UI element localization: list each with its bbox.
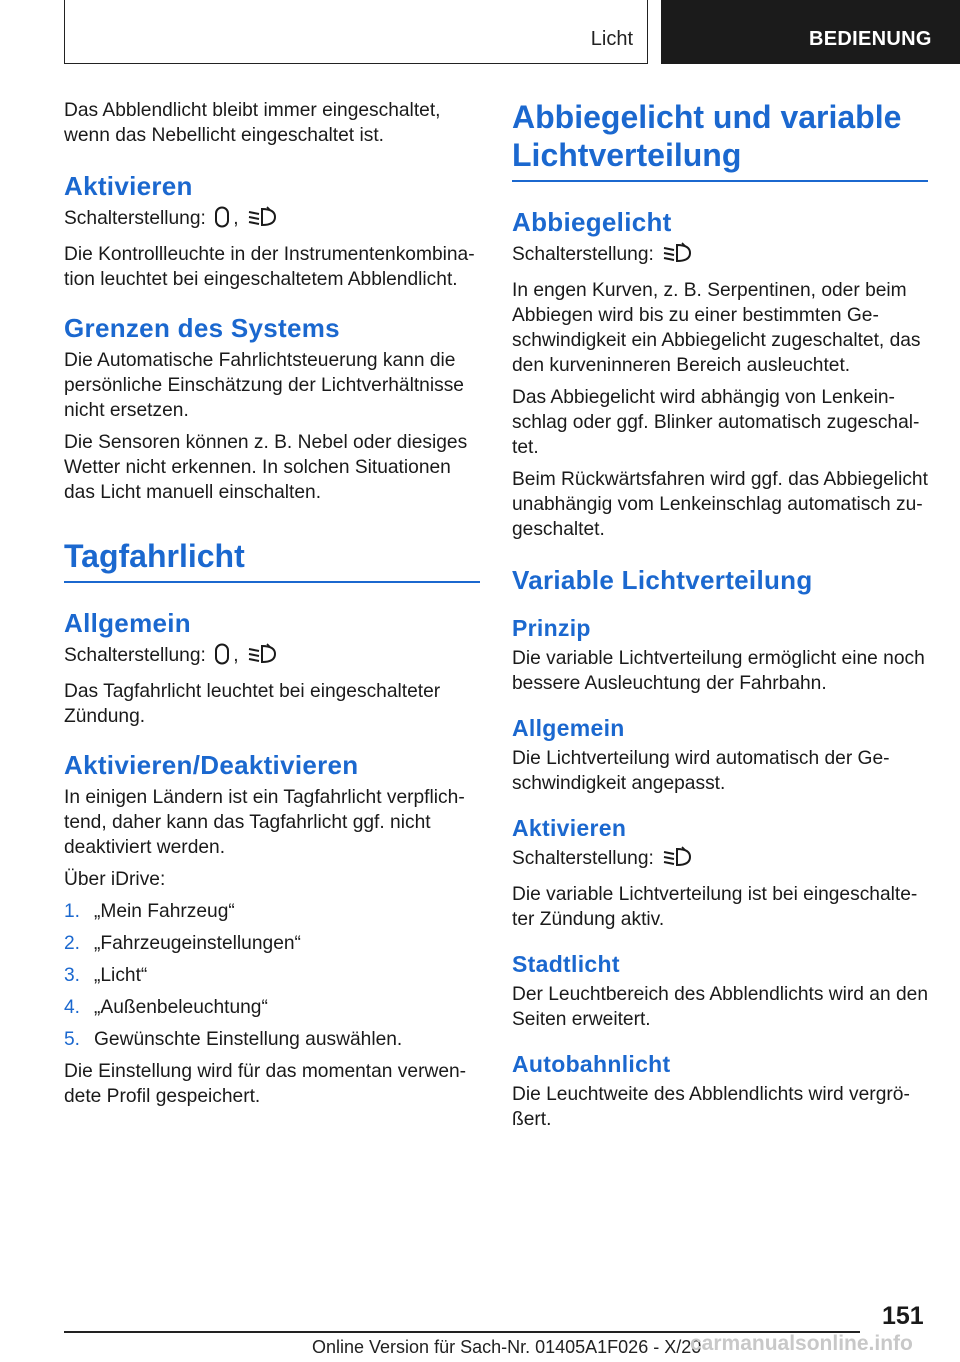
activate-text: Die Kontrollleuchte in der Instrumentenkombination leuchtet bei eingeschaltetem Abblendlicht. <box>64 244 475 290</box>
principle-text: Die variable Lichtverteilung ermöglicht eine noch bessere Ausleuchtung der Fahrbahn. <box>512 648 925 694</box>
heading-aktivieren-right: Aktivieren <box>512 815 627 841</box>
heading-aktivieren: Aktivieren <box>64 171 193 201</box>
switch-position-line: Schalterstellung: <box>512 242 928 271</box>
intro-text: Das Abblendlicht bleibt immer eingeschaltet, wenn das Nebellicht eingeschaltet ist. <box>64 100 441 146</box>
header-section-tab <box>661 0 960 64</box>
idrive-label: Über iDrive: <box>64 869 166 890</box>
switch-position-line: Schalterstellung: , <box>64 206 480 235</box>
heading-allgemein: Allgemein <box>64 608 191 638</box>
page-number: 151 <box>882 1302 924 1330</box>
low-beam-headlight-icon <box>662 846 692 875</box>
list-item: 2. „Fahrzeugeinstellungen“ <box>64 933 301 954</box>
list-item: 1. „Mein Fahrzeug“ <box>64 901 235 922</box>
heading-variable-lichtverteilung: Variable Lichtverteilung <box>512 565 813 595</box>
chapter-title: Licht <box>590 28 633 50</box>
heading-aktivieren-deaktivieren: Aktivieren/Deaktivieren <box>64 750 359 780</box>
daylight-toggle-text: In einigen Ländern ist ein Tagfahrlicht verpflichtend, daher kann das Tagfahrlicht ggf. nicht deaktiviert werden. <box>64 787 465 858</box>
left-column <box>64 98 480 1116</box>
turn-text-1: In engen Kurven, z. B. Serpentinen, oder beim Abbiegen wird bis zu einer bestimmten Geschwindigkeit ein Abbiegelicht zugeschaltet, das den kurveninneren Bereich ausleuchtet. <box>512 280 921 376</box>
limits-text-1: Die Automatische Fahrlichtsteuerung kann die persönliche Einschätzung der Lichtverhältnisse nicht ersetzen. <box>64 350 464 421</box>
right-column <box>512 98 928 1139</box>
variable-general-text: Die Lichtverteilung wird automatisch der Geschwindigkeit angepasst. <box>512 748 890 794</box>
profile-saved-text: Die Einstellung wird für das momentan verwendete Profil gespeichert. <box>64 1061 467 1107</box>
auto-light-icon <box>214 206 230 235</box>
heading-prinzip: Prinzip <box>512 615 591 641</box>
low-beam-headlight-icon <box>247 643 277 672</box>
switch-position-line: Schalterstellung: , <box>64 643 480 672</box>
low-beam-headlight-icon <box>662 242 692 271</box>
heading-abbiegelicht: Abbiegelicht <box>512 207 672 237</box>
section-title: BEDIENUNG <box>809 28 932 50</box>
switch-position-line: Schalterstellung: <box>512 846 928 875</box>
idrive-steps <box>64 899 480 1052</box>
turn-text-3: Beim Rückwärtsfahren wird ggf. das Abbiegelicht unabhängig vom Lenkeinschlag automatisch zugeschaltet. <box>512 469 928 540</box>
motorway-light-text: Die Leuchtweite des Abblendlichts wird vergrößert. <box>512 1084 910 1130</box>
heading-grenzen: Grenzen des Systems <box>64 313 340 343</box>
list-item: 5. Gewünschte Einstellung auswählen. <box>64 1029 403 1050</box>
list-item: 3. „Licht“ <box>64 965 148 986</box>
city-light-text: Der Leuchtbereich des Abblendlichts wird an den Seiten erweitert. <box>512 984 928 1030</box>
variable-activate-text: Die variable Lichtverteilung ist bei eingeschalteter Zündung aktiv. <box>512 884 918 930</box>
turn-text-2: Das Abbiegelicht wird abhängig von Lenkeinschlag oder ggf. Blinker automatisch zugeschaltet. <box>512 387 920 458</box>
auto-light-icon <box>214 643 230 672</box>
list-item: 4. „Außenbeleuchtung“ <box>64 997 268 1018</box>
heading-tagfahrlicht: Tagfahrlicht <box>64 537 480 583</box>
daylight-general-text: Das Tagfahrlicht leuchtet bei eingeschalteter Zündung. <box>64 681 441 727</box>
low-beam-headlight-icon <box>247 206 277 235</box>
heading-abbiegelicht-variable: Abbiegelicht und variable Lichtverteilung <box>512 98 928 182</box>
footer-online-version: Online Version für Sach-Nr. 01405A1F026 - X/20 <box>312 1337 702 1357</box>
limits-text-2: Die Sensoren können z. B. Nebel oder diesiges Wetter nicht erkennen. In solchen Situationen das Licht manuell einschalten. <box>64 432 468 503</box>
heading-allgemein-right: Allgemein <box>512 715 625 741</box>
heading-stadtlicht: Stadtlicht <box>512 951 620 977</box>
heading-autobahnlicht: Autobahnlicht <box>512 1051 671 1077</box>
watermark: carmanualsonline.info <box>690 1332 913 1355</box>
header-chapter-box <box>64 0 648 64</box>
